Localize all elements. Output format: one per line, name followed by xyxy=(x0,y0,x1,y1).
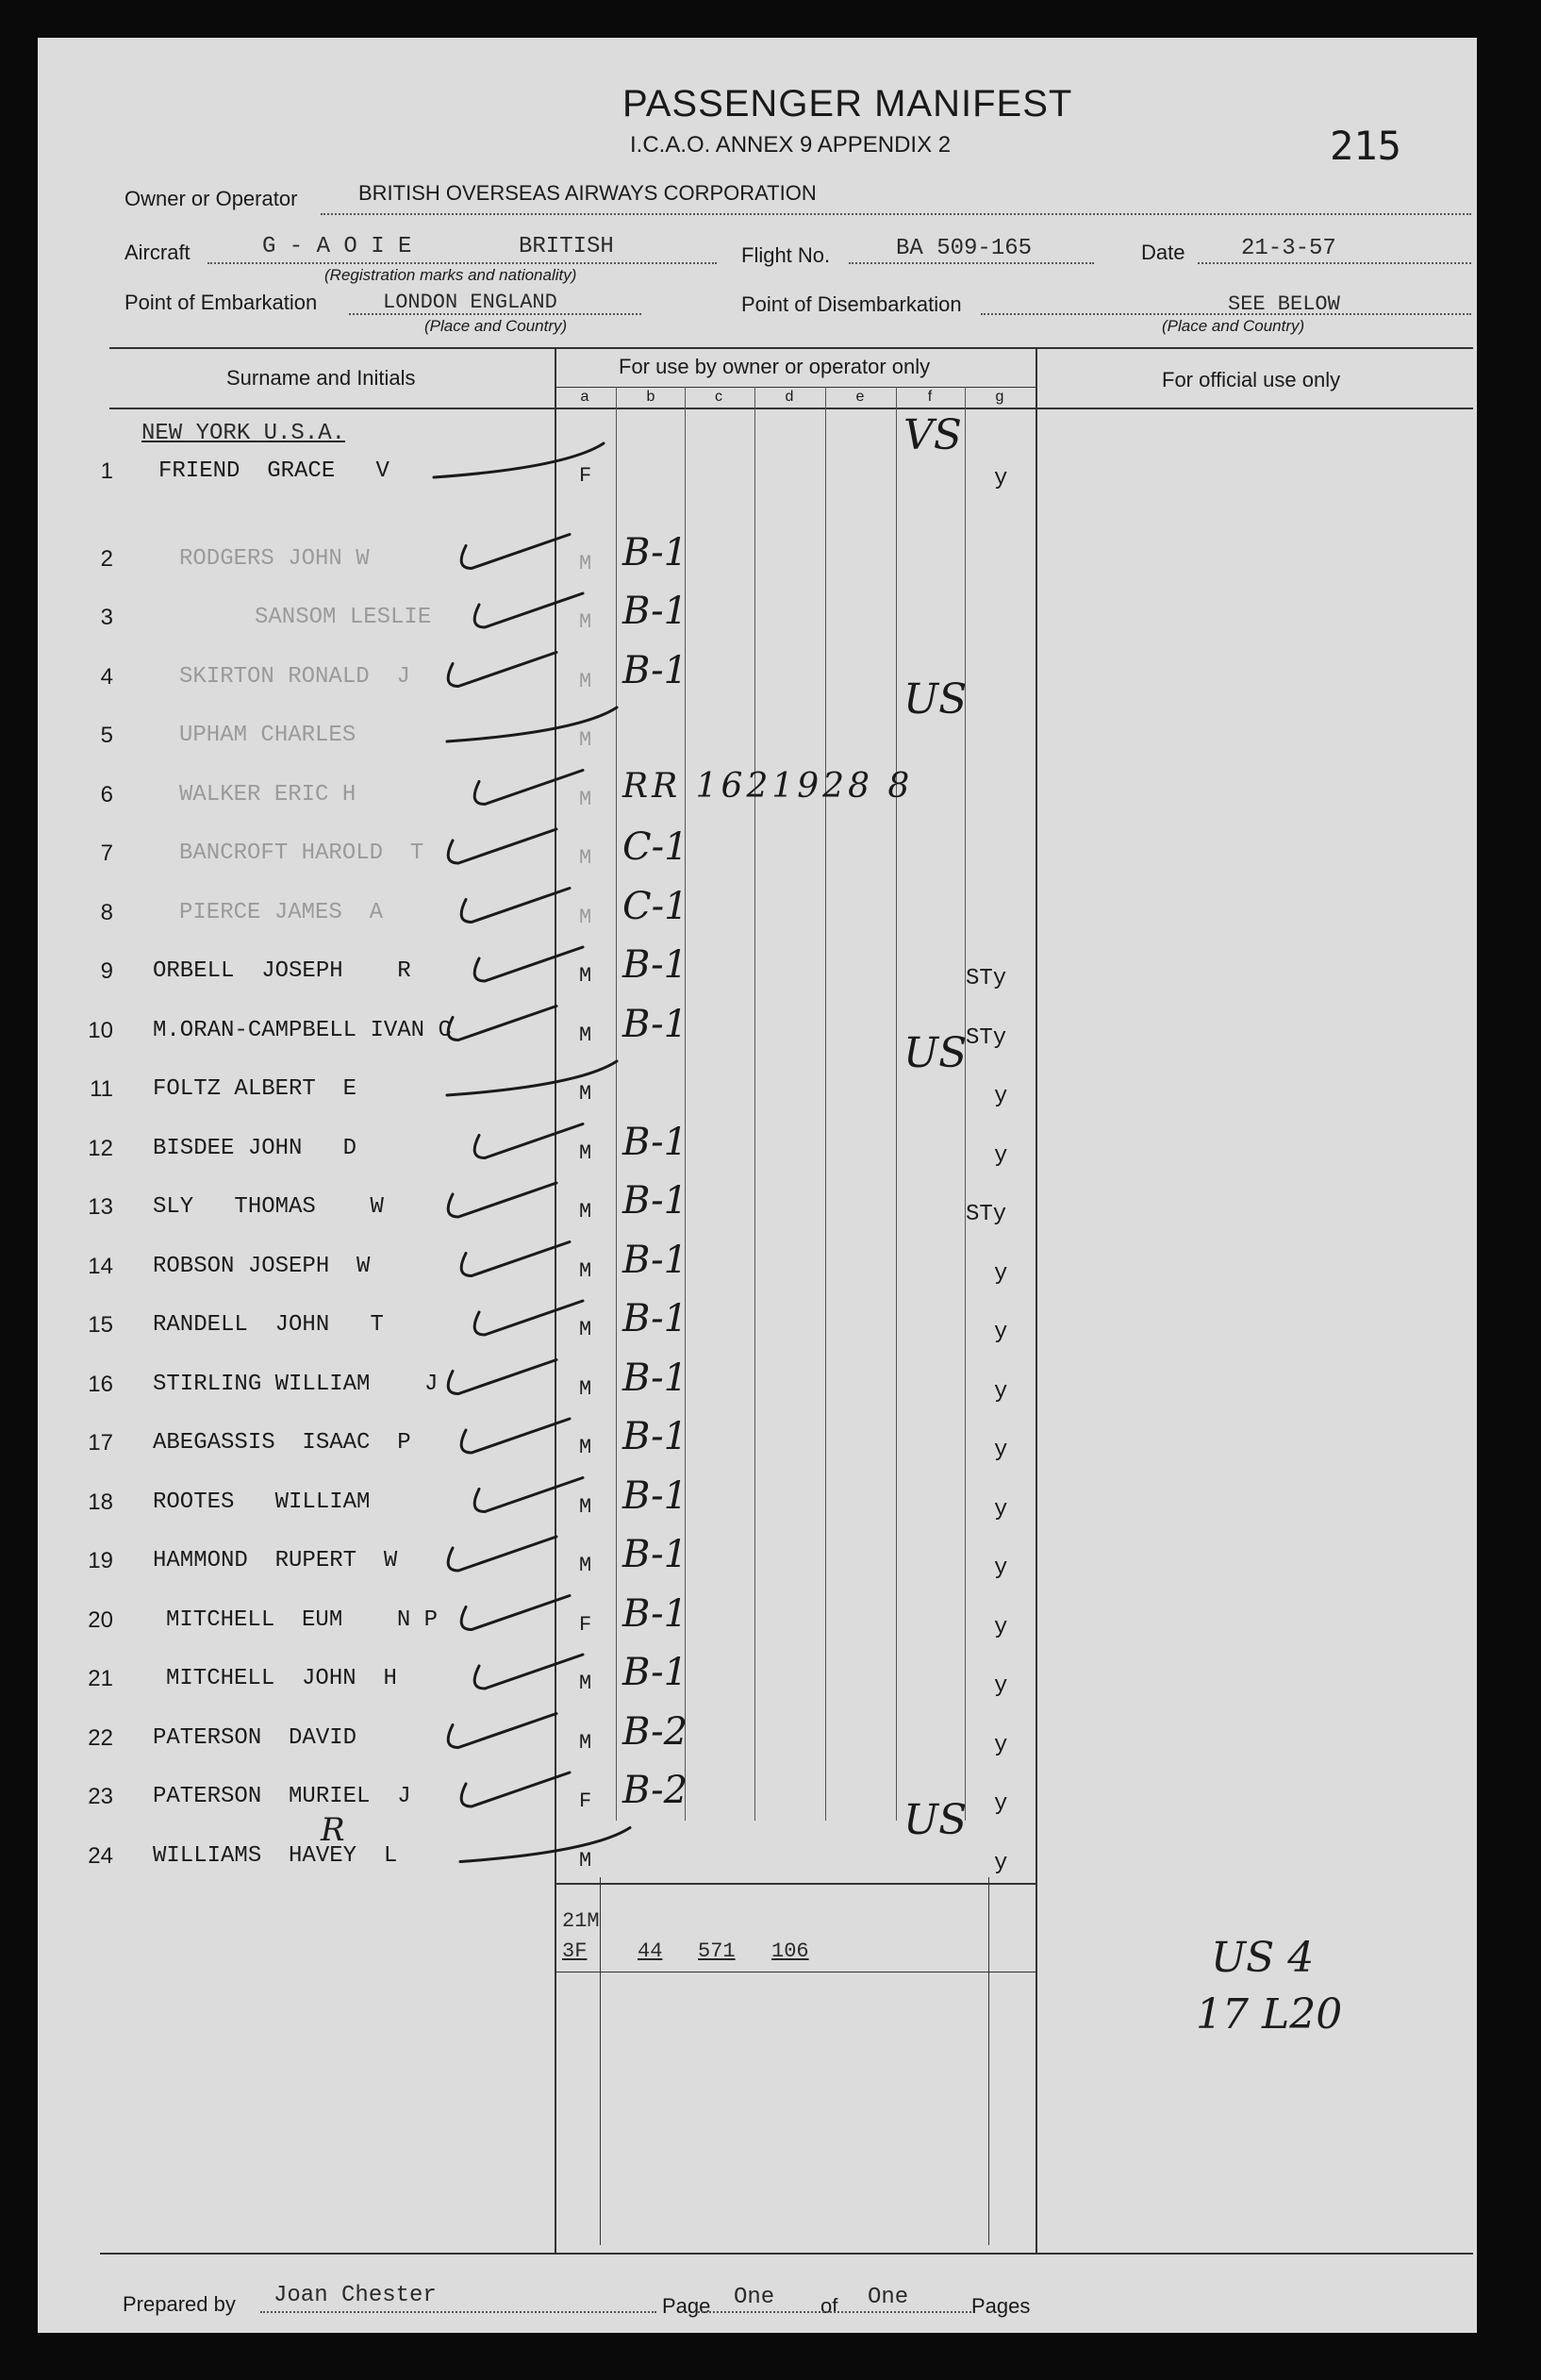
official-mark: y xyxy=(994,1791,1008,1817)
embark-note: (Place and Country) xyxy=(424,317,568,335)
official-mark: y xyxy=(994,1320,1008,1345)
check-mark xyxy=(447,1061,617,1095)
us-citizen-mark: VS xyxy=(903,411,962,459)
sub-col-header-d: d xyxy=(785,389,794,405)
pages-label: Pages xyxy=(971,2294,1031,2318)
check-mark xyxy=(474,593,583,627)
passenger-sex: F xyxy=(579,464,592,488)
row-number: 18 xyxy=(88,1489,113,1515)
visa-class: B-1 xyxy=(622,1238,688,1282)
passenger-sex: M xyxy=(579,551,592,575)
aircraft-note: (Registration marks and nationality) xyxy=(324,266,577,284)
row-number: 13 xyxy=(88,1194,113,1220)
check-mark xyxy=(474,1655,583,1689)
official-mark: y xyxy=(994,1496,1008,1523)
row-number: 9 xyxy=(100,958,113,984)
row-number: 23 xyxy=(88,1784,113,1809)
passenger-name: RANDELL JOHN T xyxy=(153,1312,384,1338)
embark-label: Point of Embarkation xyxy=(124,291,318,314)
passenger-sex: M xyxy=(579,1848,592,1872)
passenger-sex: M xyxy=(579,1258,592,1283)
row-number: 16 xyxy=(88,1371,113,1397)
disembark-value: SEE BELOW xyxy=(1228,292,1340,316)
passenger-sex: M xyxy=(579,1200,592,1223)
row-number: 21 xyxy=(88,1666,113,1691)
check-mark xyxy=(460,1828,630,1862)
row-number: 12 xyxy=(88,1135,113,1161)
passenger-sex: M xyxy=(579,1494,592,1519)
passenger-name: ROOTES WILLIAM xyxy=(153,1489,371,1515)
flight-value: BA 509-165 xyxy=(896,236,1033,261)
visa-class: B-1 xyxy=(622,1591,688,1636)
passenger-sex: M xyxy=(579,964,592,988)
check-mark xyxy=(448,1360,556,1394)
row-number: 11 xyxy=(90,1076,113,1102)
passenger-sex: M xyxy=(579,846,592,870)
flight-label: Flight No. xyxy=(741,243,831,267)
visa-class: B-1 xyxy=(622,1179,688,1223)
visa-class: B-1 xyxy=(622,1415,688,1458)
sub-col-header-e: e xyxy=(855,389,865,405)
page-label: Page xyxy=(662,2294,711,2318)
check-mark xyxy=(461,1242,570,1276)
visa-class: B-1 xyxy=(622,1002,688,1046)
row-number: 6 xyxy=(100,781,113,807)
passenger-sex: F xyxy=(579,1612,592,1637)
passenger-sex: F xyxy=(579,1789,592,1813)
visa-class: C-1 xyxy=(622,884,688,928)
row-number: 22 xyxy=(88,1724,113,1751)
passenger-sex: M xyxy=(579,1023,592,1047)
us-citizen-mark: US xyxy=(903,1029,968,1077)
aircraft-nationality: BRITISH xyxy=(519,234,614,259)
passenger-name: FOLTZ ALBERT E xyxy=(153,1076,357,1102)
check-mark xyxy=(434,443,604,477)
row-number: 5 xyxy=(100,723,113,748)
page-number: 215 xyxy=(1330,123,1401,169)
passenger-name: WALKER ERIC H xyxy=(179,781,356,807)
check-mark xyxy=(461,535,570,569)
total-b: 44 xyxy=(638,1939,663,1963)
date-value: 21-3-57 xyxy=(1241,236,1336,261)
page-subtitle: I.C.A.O. ANNEX 9 APPENDIX 2 xyxy=(630,132,952,158)
passenger-sex: M xyxy=(579,669,592,693)
passenger-name: PATERSON MURIEL J xyxy=(153,1784,411,1809)
passenger-name: UPHAM CHARLES xyxy=(179,723,356,748)
passenger-sex: M xyxy=(579,1318,592,1341)
page-title: PASSENGER MANIFEST xyxy=(622,83,1073,125)
visa-class: B-1 xyxy=(622,1356,688,1400)
passenger-sex: M xyxy=(579,1730,592,1755)
official-mark: y xyxy=(994,1260,1008,1287)
sub-col-header-b: b xyxy=(646,389,655,405)
row-number: 3 xyxy=(100,605,113,630)
passenger-sex: M xyxy=(579,1376,592,1401)
visa-class: B-2 xyxy=(622,1769,688,1812)
of-label: of xyxy=(820,2294,838,2318)
visa-class: B-1 xyxy=(622,943,688,987)
official-mark: y xyxy=(994,1142,1008,1169)
total-c: 571 xyxy=(698,1939,736,1963)
check-mark xyxy=(474,771,583,805)
visa-class: B-2 xyxy=(622,1709,688,1754)
date-label: Date xyxy=(1141,241,1185,264)
passenger-name: BANCROFT HAROLD T xyxy=(179,840,424,866)
row-number: 19 xyxy=(88,1548,113,1573)
destination-heading: NEW YORK U.S.A. xyxy=(141,421,346,446)
official-mark: y xyxy=(994,1438,1008,1463)
passenger-name: SLY THOMAS W xyxy=(153,1194,384,1220)
passenger-name: ROBSON JOSEPH W xyxy=(153,1253,371,1279)
passenger-name: SKIRTON RONALD J xyxy=(179,663,410,690)
visa-class: B-1 xyxy=(622,1120,688,1164)
passenger-name: FRIEND GRACE V xyxy=(158,458,389,484)
official-mark: y xyxy=(994,1556,1008,1581)
passenger-name: STIRLING WILLIAM J xyxy=(153,1371,439,1397)
visa-class: B-1 xyxy=(622,1297,688,1340)
passenger-name: ABEGASSIS ISAAC P xyxy=(153,1430,411,1456)
annotation-correction: R xyxy=(321,1811,345,1849)
prepared-by-label: Prepared by xyxy=(123,2292,236,2316)
col-surname-header: Surname and Initials xyxy=(226,366,416,390)
visa-class: B-1 xyxy=(622,590,688,633)
passenger-sex: M xyxy=(579,1436,592,1459)
passenger-name: BISDEE JOHN D xyxy=(153,1135,357,1161)
check-mark xyxy=(448,653,556,687)
visa-class: B-1 xyxy=(622,1651,688,1694)
row-number: 17 xyxy=(88,1430,113,1456)
annotation-us-count: US 4 xyxy=(1211,1934,1315,1982)
visa-class: B-1 xyxy=(622,530,688,574)
passenger-sex: M xyxy=(579,610,592,634)
official-mark: y xyxy=(994,466,1008,491)
row-number: 4 xyxy=(100,663,113,690)
passenger-sex: M xyxy=(579,728,592,752)
aircraft-registration: G - A O I E xyxy=(262,234,412,259)
check-mark xyxy=(447,707,617,741)
official-mark: y xyxy=(994,1850,1008,1876)
aircraft-label: Aircraft xyxy=(124,241,191,264)
prepared-by-value: Joan Chester xyxy=(273,2283,437,2308)
check-mark xyxy=(461,1773,570,1806)
passenger-sex: M xyxy=(579,905,592,929)
check-mark xyxy=(448,1183,556,1217)
passenger-name: HAMMOND RUPERT W xyxy=(153,1548,398,1573)
check-mark xyxy=(448,829,556,863)
passenger-sex: M xyxy=(579,787,592,811)
official-mark: y xyxy=(994,1614,1008,1640)
row-number: 1 xyxy=(100,458,113,484)
manifest-sheet xyxy=(38,38,1477,2333)
official-mark: STy xyxy=(966,966,1007,991)
passenger-name: MITCHELL JOHN H xyxy=(166,1666,397,1691)
passenger-name: PATERSON DAVID xyxy=(153,1724,357,1751)
official-mark: STy xyxy=(966,1024,1007,1051)
official-mark: y xyxy=(994,1084,1008,1109)
row-number: 7 xyxy=(100,840,113,866)
us-citizen-mark: US xyxy=(903,675,968,724)
passenger-name: RODGERS JOHN W xyxy=(179,545,370,572)
total-male: 21M xyxy=(562,1909,600,1933)
official-mark: y xyxy=(994,1732,1008,1758)
row-number: 15 xyxy=(88,1312,113,1338)
visa-class: B-1 xyxy=(622,1533,688,1576)
row-number: 20 xyxy=(88,1606,113,1633)
passenger-name: M.ORAN-CAMPBELL IVAN C xyxy=(153,1017,452,1043)
passenger-sex: M xyxy=(579,1082,592,1106)
check-mark xyxy=(474,1124,583,1158)
sub-col-header-c: c xyxy=(715,389,722,405)
disembark-note: (Place and Country) xyxy=(1162,317,1305,335)
page-value: One xyxy=(734,2285,775,2310)
check-mark xyxy=(461,1596,570,1630)
official-mark: y xyxy=(994,1378,1008,1405)
passenger-sex: M xyxy=(579,1554,592,1577)
check-mark xyxy=(474,1301,583,1335)
check-mark xyxy=(448,1714,556,1748)
annotation-total: 17 L20 xyxy=(1196,1990,1343,2039)
passenger-name: PIERCE JAMES A xyxy=(179,899,384,925)
check-mark xyxy=(448,1537,556,1571)
passenger-sex: M xyxy=(579,1140,592,1165)
disembark-label: Point of Disembarkation xyxy=(741,292,962,316)
row-number: 10 xyxy=(88,1017,113,1043)
check-mark xyxy=(461,1419,570,1453)
check-mark xyxy=(461,889,570,923)
row-number: 8 xyxy=(100,899,113,925)
check-mark xyxy=(448,1007,556,1040)
col-owner-header: For use by owner or operator only xyxy=(619,355,931,378)
visa-class: C-1 xyxy=(622,825,688,869)
passenger-name: MITCHELL EUM N P xyxy=(166,1606,439,1633)
official-mark: y xyxy=(994,1673,1008,1699)
col-official-header: For official use only xyxy=(1162,368,1341,391)
passenger-name: SANSOM LESLIE xyxy=(255,605,432,630)
sub-col-header-g: g xyxy=(995,389,1004,405)
owner-value: BRITISH OVERSEAS AIRWAYS CORPORATION xyxy=(358,181,817,205)
row-number: 2 xyxy=(100,545,113,572)
passenger-name: ORBELL JOSEPH R xyxy=(153,958,411,984)
row-number: 14 xyxy=(88,1253,113,1279)
visa-class: RR 1621928 8 xyxy=(622,766,914,806)
check-mark xyxy=(474,1478,583,1512)
visa-class: B-1 xyxy=(622,1473,688,1518)
embark-value: LONDON ENGLAND xyxy=(383,291,557,314)
row-number: 24 xyxy=(88,1842,113,1869)
visa-class: B-1 xyxy=(622,648,688,692)
check-mark xyxy=(474,947,583,981)
sub-col-header-f: f xyxy=(927,389,933,405)
us-citizen-mark: US xyxy=(903,1795,968,1844)
total-female: 3F xyxy=(562,1939,588,1963)
owner-label: Owner or Operator xyxy=(124,187,298,210)
passenger-sex: M xyxy=(579,1672,592,1695)
of-value: One xyxy=(868,2285,909,2310)
sub-col-header-a: a xyxy=(580,389,589,405)
passenger-name: WILLIAMS HAVEY L xyxy=(153,1842,398,1869)
handwritten-checkmarks xyxy=(38,38,1477,2333)
official-mark: STy xyxy=(966,1202,1007,1227)
total-d: 106 xyxy=(771,1939,809,1963)
